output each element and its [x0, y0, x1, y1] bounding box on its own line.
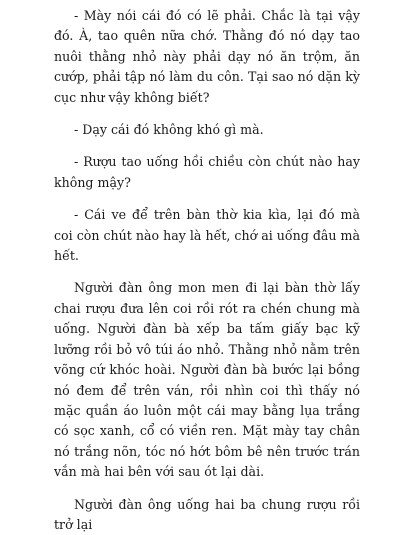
paragraph: - Rượu tao uống hồi chiều còn chút nào hay không mậy?	[54, 154, 360, 190]
paragraph: Người đàn ông uống hai ba chung rượu rồi trở lại	[54, 496, 360, 532]
paragraph: - Mày nói cái đó có lẽ phải. Chắc là tại vậy đó. À, tao quên nữa chớ. Thằng đó nó dạy tao nuôi thằng nhỏ này phải dạy nó ăn trộm, ăn cướp, phải tập nó làm du côn. Tại sao nó dặn kỳ cục như vậy không biết?	[54, 8, 360, 105]
paragraph: Người đàn ông mon men đi lại bàn thờ lấy chai rượu đưa lên coi rồi rót ra chén chung mà uống. Người đàn bà xếp ba tấm giấy bạc kỹ lưỡng rồi bỏ vô túi áo nhỏ. Thằng nhỏ nằm trên võng cứ khóc hoài. Người đàn bà bước lại bồng nó đem để trên ván, rồi nhìn coi thì thấy nó mặc quần áo luôn một cái may bằng lụa trắng có sọc xanh, cổ có viền ren. Mặt mày tay chân nó trắng nõn, tóc nó hớt bôm bê nên trước trán vắn mà hai bên với sau ót lại dài.	[54, 280, 360, 480]
paragraph: - Dạy cái đó không khó gì mà.	[74, 122, 264, 138]
book-page-text	[54, 6, 360, 535]
paragraph: - Cái ve để trên bàn thờ kia kìa, lại đó mà coi còn chút nào hay là hết, chớ ai uống đâu mà hết.	[54, 207, 360, 264]
